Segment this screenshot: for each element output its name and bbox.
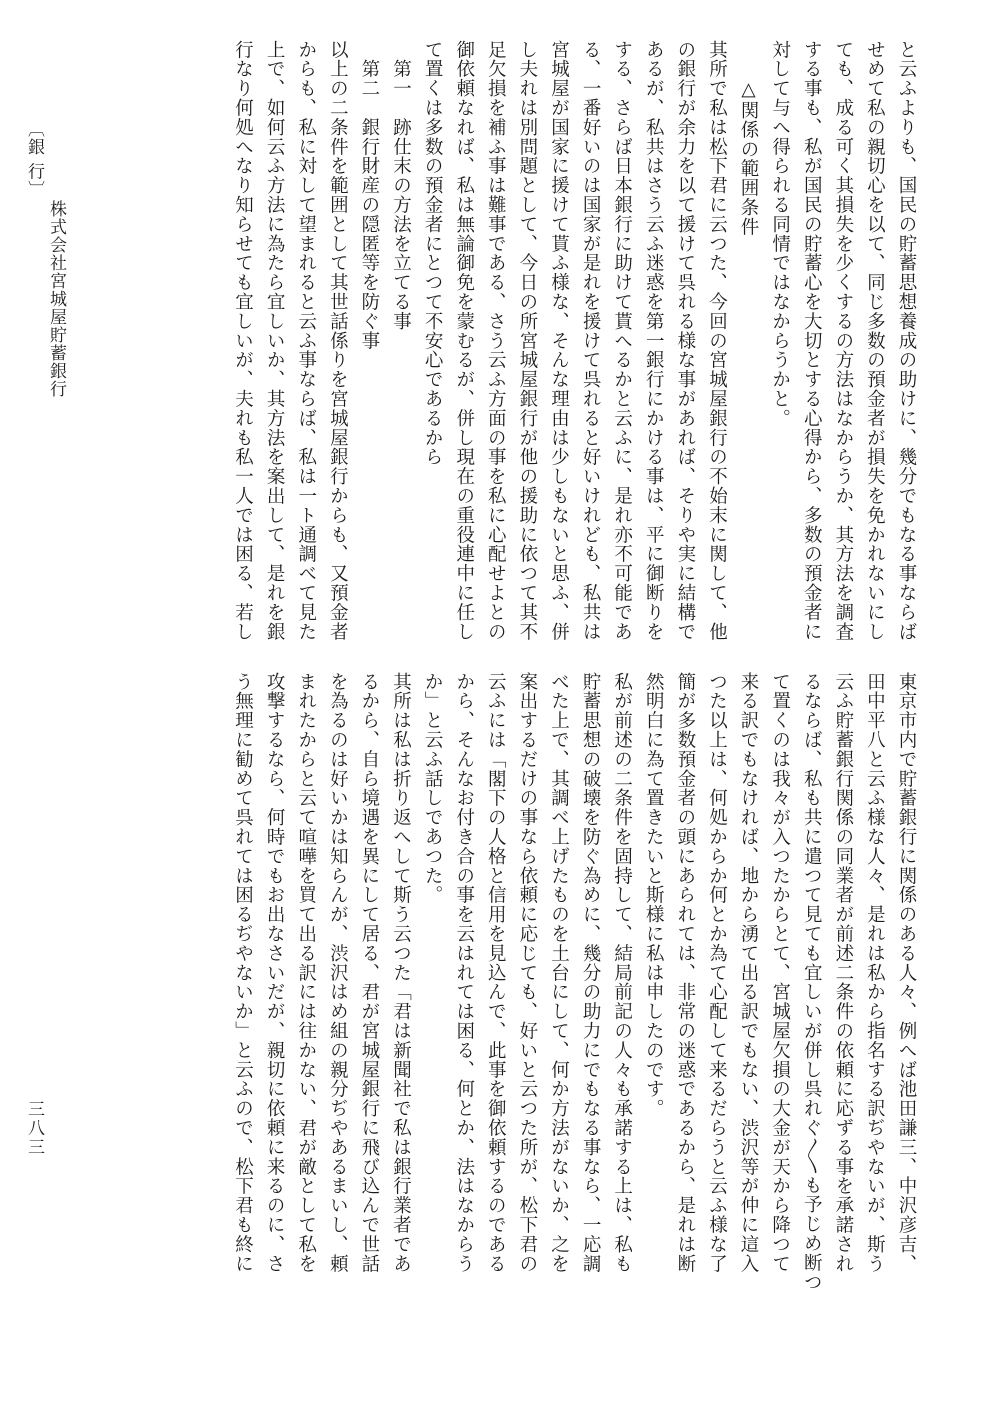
lower-text-block bbox=[82, 672, 922, 1302]
text-line: か」と云ふ話しであつた。 bbox=[422, 672, 444, 905]
text-line: 云ふ貯蓄銀行関係の同業者が前述二条件の依頼に応ずる事を承諾され bbox=[832, 672, 854, 1274]
upper-text-block bbox=[232, 40, 922, 642]
text-line: 宮城屋が国家に援けて貰ふ様な、そんな理由は少しもないと思ふ、併 bbox=[548, 40, 570, 642]
text-line: 東京市内で貯蓄銀行に関係のある人々、例へば池田謙三、中沢彦吉、 bbox=[896, 672, 917, 1274]
text-line: 然明白に為て置きたいと斯様に私は申したのです。 bbox=[643, 672, 665, 1119]
text-line: 御依頼なれば、私は無論御免を蒙むるが、併し現在の重役連中に任し bbox=[453, 40, 475, 642]
text-line: せめて私の親切心を以て、同じ多数の預金者が損失を免かれないにし bbox=[864, 40, 886, 642]
text-line: から、そんなお付き合の事を云はれては困る、何とか、法はなからう bbox=[453, 672, 475, 1274]
text-line: 以上の二条件を範囲として其世話係りを宮城屋銀行からも、又預金者 bbox=[327, 40, 349, 642]
text-line: 云ふには「閣下の人格と信用を見込んで、此事を御依頼するのである bbox=[485, 672, 507, 1274]
text-line: からも、私に対して望まれると云ふ事ならば、私は一ト通調べて見た bbox=[295, 40, 317, 642]
text-line: て置くのは我々が入つたからとて、宮城屋欠損の大金が天から降つて bbox=[769, 672, 791, 1274]
text-line: ても、成る可く其損失を少くするの方法はなからうか、其方法を調査 bbox=[832, 40, 854, 642]
text-line: 来る訳でもなければ、地から湧て出る訳でもない、渋沢等が仲に這入 bbox=[738, 672, 760, 1274]
text-line: 第二 銀行財産の隠匿等を防ぐ事 bbox=[358, 40, 380, 351]
text-line: 足欠損を補ふ事は難事である、さう云ふ方面の事を私に心配せよとの bbox=[485, 40, 507, 642]
text-line: を為るのは好いかは知らんが、渋沢はめ組の親分ぢやあるまいし、頼 bbox=[327, 672, 349, 1274]
text-line: △関係の範囲条件 bbox=[738, 40, 760, 237]
text-line: て置くは多数の預金者にとつて不安心であるから bbox=[422, 40, 444, 467]
text-line: 攻撃するなら、何時でもお出なさいだが、親切に依頼に来るのに、さ bbox=[264, 672, 286, 1274]
text-line: 簡が多数預金者の頭にあられては、非常の迷惑であるから、是れは断 bbox=[674, 672, 696, 1274]
text-line: 第一 跡仕末の方法を立てる事 bbox=[390, 40, 412, 331]
text-line: 行なり何処へなり知らせても宜しいが、夫れも私一人では困る、若し bbox=[232, 40, 254, 642]
page-number: 三八三 bbox=[24, 1100, 44, 1157]
text-line: 案出するだけの事なら依頼に応じても、好いと云つた所が、松下君の bbox=[516, 672, 538, 1274]
text-line: する、さらば日本銀行に助けて貰へるかと云ふに、是れ亦不可能であ bbox=[611, 40, 633, 642]
text-line: あるが、私共はさう云ふ迷惑を第一銀行にかける事は、平に御断りを bbox=[643, 40, 665, 642]
text-line: う無理に勧めて呉れては困るぢやないか」と云ふので、松下君も終に bbox=[232, 672, 254, 1274]
text-line: つた以上は、何処からか何とか為て心配して来るだらうと云ふ様な了 bbox=[706, 672, 728, 1274]
running-header-section: 〔銀 行〕 bbox=[24, 120, 44, 199]
text-line: るから、自ら境遇を異にして居る、君が宮城屋銀行に飛び込んで世話 bbox=[358, 672, 380, 1274]
text-line: まれたからと云て喧嘩を買て出る訳には往かない、君が敵として私を bbox=[295, 672, 317, 1274]
text-line: 田中平八と云ふ様な人々、是れは私から指名する訳ぢやないが、斯う bbox=[864, 672, 886, 1274]
text-line: 対して与へ得られる同情ではなからうかと。 bbox=[769, 40, 791, 428]
text-line: 私が前述の二条件を固持して、結局前記の人々も承諾する上は、私も bbox=[611, 672, 633, 1274]
text-line: 上で、如何云ふ方法に為たら宜しいか、其方法を案出して、是れを銀 bbox=[264, 40, 286, 642]
text-line: の銀行が余力を以て援けて呉れる様な事があれば、そりや実に結構で bbox=[674, 40, 696, 642]
text-line: 其所は私は折り返へして斯う云つた「君は新聞社で私は銀行業者であ bbox=[390, 672, 412, 1274]
text-line: るならば、私も共に遣つて見ても宜しいが併し呉れぐ〳〵も予じめ断つ bbox=[801, 672, 823, 1292]
text-line: と云ふよりも、国民の貯蓄思想養成の助けに、幾分でもなる事ならば bbox=[896, 40, 917, 642]
running-header-company: 株式会社宮城屋貯蓄銀行 bbox=[46, 200, 66, 398]
text-line: し夫れは別問題として、今日の所宮城屋銀行が他の援助に依つて其不 bbox=[516, 40, 538, 642]
text-line: 貯蓄思想の破壊を防ぐ為めに、幾分の助力にでもなる事なら、一応調 bbox=[580, 672, 602, 1274]
text-line: 其所で私は松下君に云つた、今回の宮城屋銀行の不始末に関して、他 bbox=[706, 40, 728, 642]
text-line: る、一番好いのは国家が是れを援けて呉れると好いけれども、私共は bbox=[580, 40, 602, 642]
text-line: する事も、私が国民の貯蓄心を大切とする心得から、多数の預金者に bbox=[801, 40, 823, 642]
text-line: べた上で、其調べ上げたものを土台にして、何か方法がないか、之を bbox=[548, 672, 570, 1274]
